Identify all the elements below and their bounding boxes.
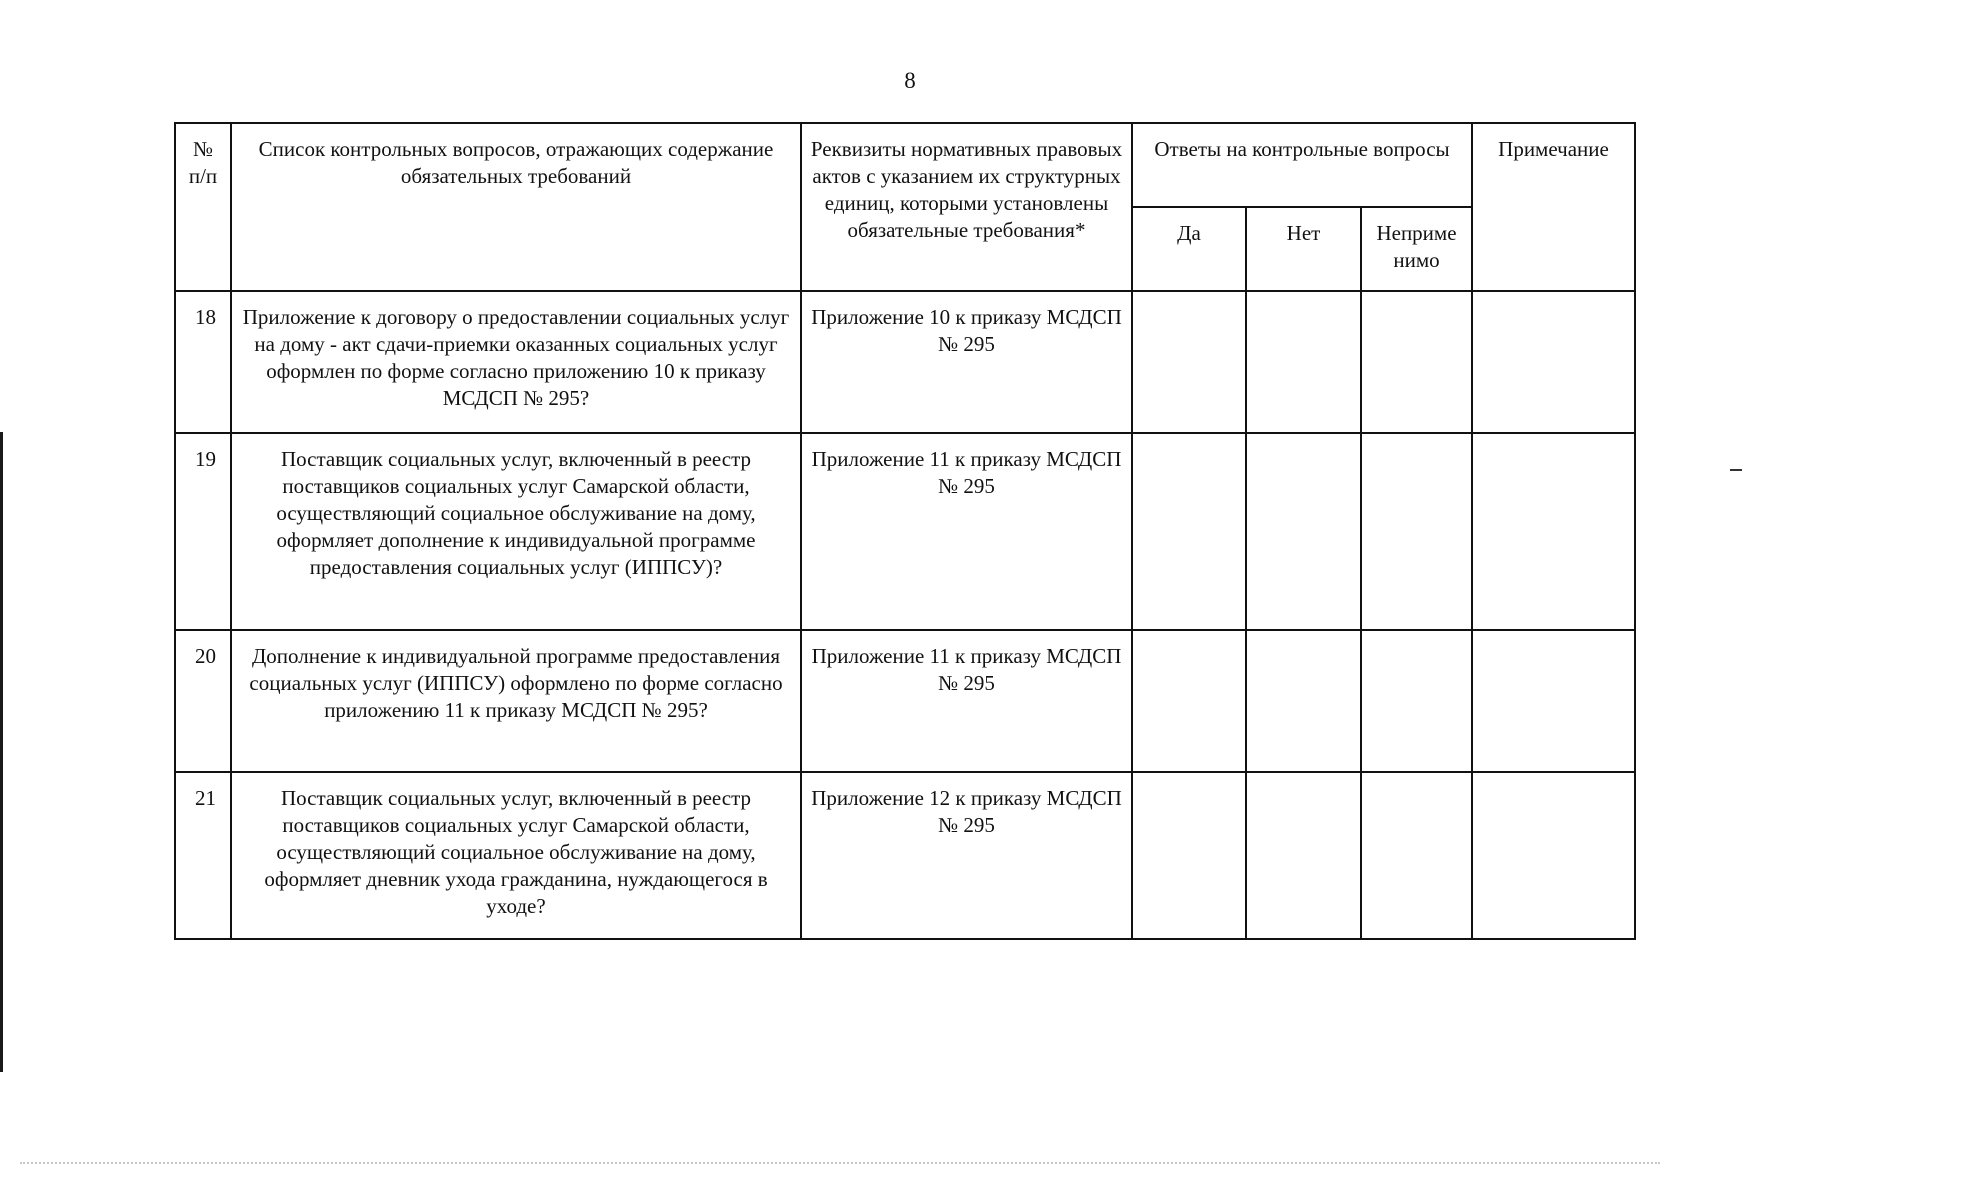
- answer-na-cell[interactable]: [1361, 772, 1472, 939]
- row-question: Дополнение к индивидуальной программе предоставления социальных услуг (ИППСУ) оформлено по форме согласно приложению 11 к приказу МСДСП № 295?: [231, 630, 801, 772]
- row-requisite: Приложение 11 к приказу МСДСП № 295: [801, 630, 1132, 772]
- table-row: [175, 433, 1635, 630]
- row-number: 21: [175, 772, 231, 939]
- answer-na-cell[interactable]: [1361, 630, 1472, 772]
- table-row: [175, 772, 1635, 939]
- header-requisites: Реквизиты нормативных правовых актов с указанием их структурных единиц, которыми установлены обязательные требования*: [801, 123, 1132, 291]
- note-cell[interactable]: [1472, 630, 1635, 772]
- row-question: Поставщик социальных услуг, включенный в реестр поставщиков социальных услуг Самарской области, осуществляющий социальное обслуживание на дому, оформляет дополнение к индивидуальной программе предоставления социальных услуг (ИППСУ)?: [231, 433, 801, 630]
- table-row: [175, 291, 1635, 433]
- scan-artifact-line: [20, 1162, 1660, 1164]
- row-number: 18: [175, 291, 231, 433]
- answer-no-cell[interactable]: [1246, 291, 1361, 433]
- answer-no-cell[interactable]: [1246, 772, 1361, 939]
- header-answer-na: Неприме нимо: [1361, 207, 1472, 291]
- answer-na-cell[interactable]: [1361, 291, 1472, 433]
- header-answer-yes: Да: [1132, 207, 1246, 291]
- answer-no-cell[interactable]: [1246, 433, 1361, 630]
- answer-yes-cell[interactable]: [1132, 772, 1246, 939]
- page-number: 8: [904, 68, 916, 93]
- row-requisite: Приложение 12 к приказу МСДСП № 295: [801, 772, 1132, 939]
- row-number: 20: [175, 630, 231, 772]
- row-question: Поставщик социальных услуг, включенный в реестр поставщиков социальных услуг Самарской области, осуществляющий социальное обслуживание на дому, оформляет дневник ухода гражданина, нуждающегося в уходе?: [231, 772, 801, 939]
- header-note: Примечание: [1472, 123, 1635, 291]
- row-requisite: Приложение 11 к приказу МСДСП № 295: [801, 433, 1132, 630]
- header-questions: Список контрольных вопросов, отражающих содержание обязательных требований: [231, 123, 801, 291]
- header-answer-no: Нет: [1246, 207, 1361, 291]
- answer-na-cell[interactable]: [1361, 433, 1472, 630]
- answer-yes-cell[interactable]: [1132, 291, 1246, 433]
- checklist-table: [174, 122, 1636, 940]
- answer-no-cell[interactable]: [1246, 630, 1361, 772]
- row-number: 19: [175, 433, 231, 630]
- answer-yes-cell[interactable]: [1132, 630, 1246, 772]
- scan-edge-bar: [0, 432, 3, 1072]
- row-question: Приложение к договору о предоставлении социальных услуг на дому - акт сдачи-приемки оказанных социальных услуг оформлен по форме согласно приложению 10 к приказу МСДСП № 295?: [231, 291, 801, 433]
- header-row: [175, 123, 1635, 207]
- margin-dash: [1730, 469, 1742, 471]
- header-num: № п/п: [175, 123, 231, 291]
- note-cell[interactable]: [1472, 772, 1635, 939]
- answer-yes-cell[interactable]: [1132, 433, 1246, 630]
- note-cell[interactable]: [1472, 291, 1635, 433]
- table-row: [175, 630, 1635, 772]
- row-requisite: Приложение 10 к приказу МСДСП № 295: [801, 291, 1132, 433]
- header-answers: Ответы на контрольные вопросы: [1132, 123, 1472, 207]
- note-cell[interactable]: [1472, 433, 1635, 630]
